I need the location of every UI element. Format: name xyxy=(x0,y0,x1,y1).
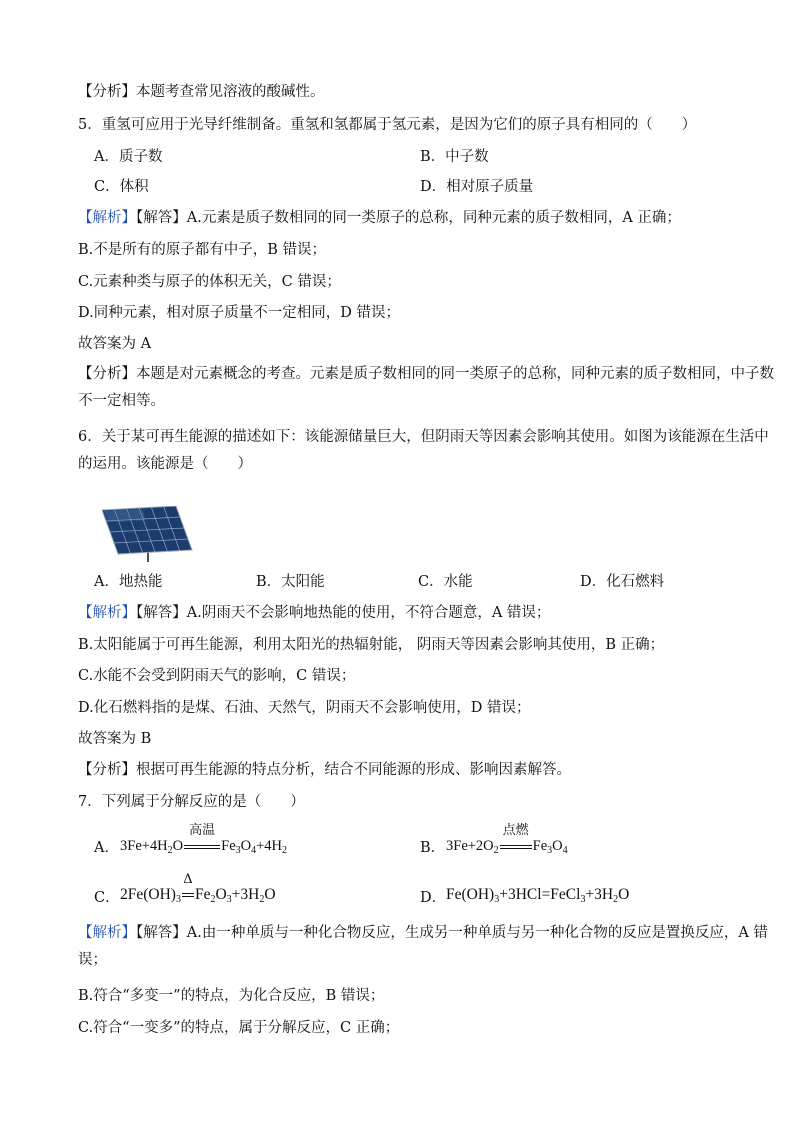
q6-option-a: A．地热能 xyxy=(94,574,163,590)
q6-solution-c: C.水能不会受到阴雨天气的影响，C 错误； xyxy=(78,668,356,684)
question-5: 5．重氢可应用于光导纤维制备。重氢和氢都属于氢元素，是因为它们的原子具有相同的（ ） xyxy=(78,117,697,133)
q5-analysis: 【分析】本题是对元素概念的考查。元素是质子数相同的同一类原子的总称，同种元素的质子数相同，中子数不一定相等。 xyxy=(78,366,774,409)
q6-option-d: D．化石燃料 xyxy=(580,574,665,590)
q6-option-c: C．水能 xyxy=(418,574,473,590)
q5-option-b: B．中子数 xyxy=(420,149,489,165)
q7-option-b-label: B． xyxy=(420,840,446,856)
q7-option-c-label: C． xyxy=(94,890,120,906)
q6-answer: 故答案为 B xyxy=(78,731,152,747)
q5-option-c: C．体积 xyxy=(94,179,149,195)
q6-solution-b: B.太阳能属于可再生能源，利用太阳光的热辐射能， 阴雨天等因素会影响其使用，B 正确； xyxy=(78,637,665,653)
q5-answer: 故答案为 A xyxy=(78,336,152,352)
q7-option-a-equation: $3Fe+4H_2O$ 高温 $Fe_3O_4+4H_2$ xyxy=(120,823,288,856)
analysis-line: 【分析】本题考查常见溶液的酸碱性。 xyxy=(78,84,325,100)
q5-option-d: D．相对原子质量 xyxy=(420,179,534,195)
q7-solution-c: C.符合“一变多”的特点，属于分解反应，C 正确； xyxy=(78,1020,400,1036)
q7-option-d-label: D． xyxy=(420,890,447,906)
q5-solution-c: C.元素种类与原子的体积无关，C 错误； xyxy=(78,274,341,290)
q6-option-b: B．太阳能 xyxy=(256,574,325,590)
q5-solution-b: B.不是所有的原子都有中子，B 错误； xyxy=(78,242,327,258)
solar-panel-icon xyxy=(102,506,194,564)
q7-option-d-equation: $Fe(OH)_3+3HCl=FeCl_3+3H_2O$ xyxy=(446,886,630,905)
question-7: 7．下列属于分解反应的是（ ） xyxy=(78,794,305,810)
solution-tag: 【解析】 xyxy=(78,210,136,226)
q7-solution-b: B.符合“多变一”的特点，为化合反应，B 错误； xyxy=(78,988,385,1004)
q6-solution: 【解析】【解答】A.阴雨天不会影响地热能的使用，不符合题意，A 错误； xyxy=(78,605,551,621)
q5-solution: 【解析】【解答】A.元素是质子数相同的同一类原子的总称，同种元素的质子数相同，A 正确； xyxy=(78,210,681,226)
question-6: 6．关于某可再生能源的描述如下：该能源储量巨大，但阴雨天等因素会影响其使用。如图为该能源在生活中的运用。该能源是（ ） xyxy=(78,429,769,472)
q6-analysis: 【分析】根据可再生能源的特点分析，结合不同能源的形成、影响因素解答。 xyxy=(78,762,571,778)
q5-option-a: A．质子数 xyxy=(94,149,163,165)
q6-solution-d: D.化石燃料指的是煤、石油、天然气，阴雨天不会影响使用，D 错误； xyxy=(78,700,531,716)
q7-option-b-equation: $3Fe+2O_2$ 点燃 $Fe_3O_4$ xyxy=(446,823,568,856)
q7-solution: 【解析】【解答】A.由一种单质与一种化合物反应，生成另一种单质与另一种化合物的反应是置换反应，A 错误； xyxy=(78,925,768,968)
q7-option-c-equation: $2Fe(OH)_3$ Δ $Fe_2O_3+3H_2O$ xyxy=(120,872,276,905)
q5-solution-d: D.同种元素，相对原子质量不一定相同，D 错误； xyxy=(78,305,400,321)
analysis-tag: 【分析】 xyxy=(78,84,136,100)
solar-panel-image xyxy=(102,506,194,568)
q7-option-a-label: A． xyxy=(94,840,119,856)
